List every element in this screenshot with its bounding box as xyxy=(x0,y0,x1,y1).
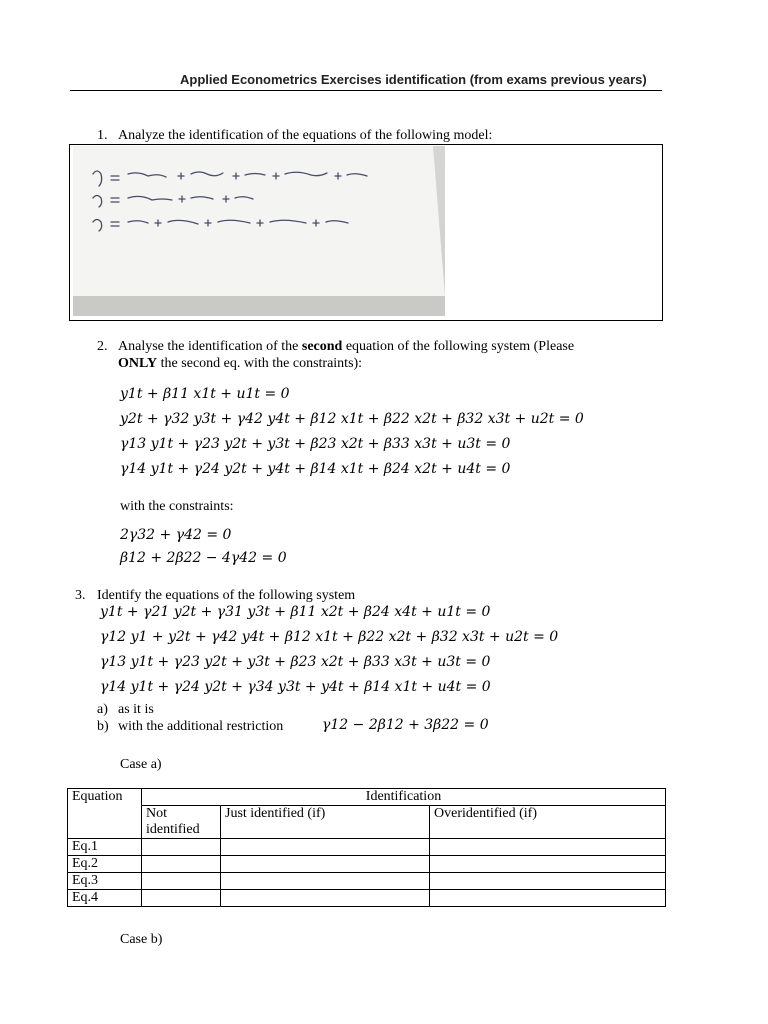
cell-overidentified[interactable] xyxy=(430,890,666,907)
handwritten-equations-photo xyxy=(73,146,445,316)
cell-not-identified[interactable] xyxy=(142,839,221,856)
page-header: Applied Econometrics Exercises identification (from exams previous years) xyxy=(180,72,647,87)
header-identification: Identification xyxy=(142,789,666,806)
cell-overidentified[interactable] xyxy=(430,873,666,890)
q3-item-b-label: b) xyxy=(97,719,109,734)
q2-constraint-2: β12 + 2β22 − 4γ42 = 0 xyxy=(120,550,287,566)
cell-not-identified[interactable] xyxy=(142,890,221,907)
cell-just-identified[interactable] xyxy=(221,890,430,907)
q2-number: 2. xyxy=(97,339,108,354)
q2-text-c: the second eq. with the constraints): xyxy=(160,356,363,371)
header-not-identified: Not identified xyxy=(142,806,221,839)
q3-item-a-label: a) xyxy=(97,702,108,717)
q2-equation-4: γ14 y1t + γ24 y2t + y4t + β14 x1t + β24 x2t + u4t = 0 xyxy=(120,461,511,477)
identification-table xyxy=(67,788,666,907)
q2-equation-1: y1t + β11 x1t + u1t = 0 xyxy=(120,386,290,402)
q2-constraint-1: 2γ32 + γ42 = 0 xyxy=(120,527,232,543)
q3-equation-3: γ13 y1t + γ23 y2t + y3t + β23 x2t + β33 x3t + u3t = 0 xyxy=(100,654,491,670)
q2-text-line1 xyxy=(118,338,574,355)
q3-equation-1: y1t + γ21 y2t + γ31 y3t + β11 x2t + β24 x4t + u1t = 0 xyxy=(100,604,491,620)
cell-overidentified[interactable] xyxy=(430,839,666,856)
table-row xyxy=(68,856,666,873)
q2-text-bold: second xyxy=(301,339,343,354)
q1-number: 1. xyxy=(97,128,108,143)
cell-overidentified[interactable] xyxy=(430,856,666,873)
header-overidentified: Overidentified (if) xyxy=(430,806,666,839)
q3-item-a: as it is xyxy=(118,702,154,717)
cell-not-identified[interactable] xyxy=(142,856,221,873)
table-row xyxy=(68,839,666,856)
q3-equation-2: γ12 y1 + y2t + γ42 y4t + β12 x1t + β22 x2t + β32 x3t + u2t = 0 xyxy=(100,629,559,645)
case-a-label: Case a) xyxy=(120,757,162,772)
header-rule xyxy=(70,90,662,91)
table-subheader-row xyxy=(68,806,666,839)
q3-item-b: with the additional restriction xyxy=(118,719,284,734)
q2-text-only: ONLY xyxy=(118,356,158,371)
header-just-identified: Just identified (if) xyxy=(221,806,430,839)
header-equation: Equation xyxy=(68,789,142,839)
q3-equation-4: γ14 y1t + γ24 y2t + γ34 y3t + y4t + β14 x1t + u4t = 0 xyxy=(100,679,491,695)
q3-text: Identify the equations of the following system xyxy=(97,588,356,603)
q3-number: 3. xyxy=(75,588,86,603)
q2-equation-2: y2t + γ32 y3t + γ42 y4t + β12 x1t + β22 x2t + β32 x3t + u2t = 0 xyxy=(120,411,584,427)
row-label: Eq.1 xyxy=(68,839,142,856)
q2-constraints-label: with the constraints: xyxy=(120,499,234,514)
table-row xyxy=(68,873,666,890)
q2-equation-3: γ13 y1t + γ23 y2t + y3t + β23 x2t + β33 x3t + u3t = 0 xyxy=(120,436,511,452)
row-label: Eq.4 xyxy=(68,890,142,907)
q2-text-line2 xyxy=(118,355,362,372)
cell-just-identified[interactable] xyxy=(221,839,430,856)
table-header-row xyxy=(68,789,666,806)
q2-text-b: equation of the following system (Please xyxy=(345,339,575,354)
cell-just-identified[interactable] xyxy=(221,856,430,873)
row-label: Eq.3 xyxy=(68,873,142,890)
table-row xyxy=(68,890,666,907)
q2-text-a: Analyse the identification of the xyxy=(118,339,299,354)
q1-text: Analyze the identification of the equations of the following model: xyxy=(118,128,493,143)
cell-not-identified[interactable] xyxy=(142,873,221,890)
cell-just-identified[interactable] xyxy=(221,873,430,890)
q3-restriction: γ12 − 2β12 + 3β22 = 0 xyxy=(322,717,489,733)
row-label: Eq.2 xyxy=(68,856,142,873)
case-b-label: Case b) xyxy=(120,932,163,947)
